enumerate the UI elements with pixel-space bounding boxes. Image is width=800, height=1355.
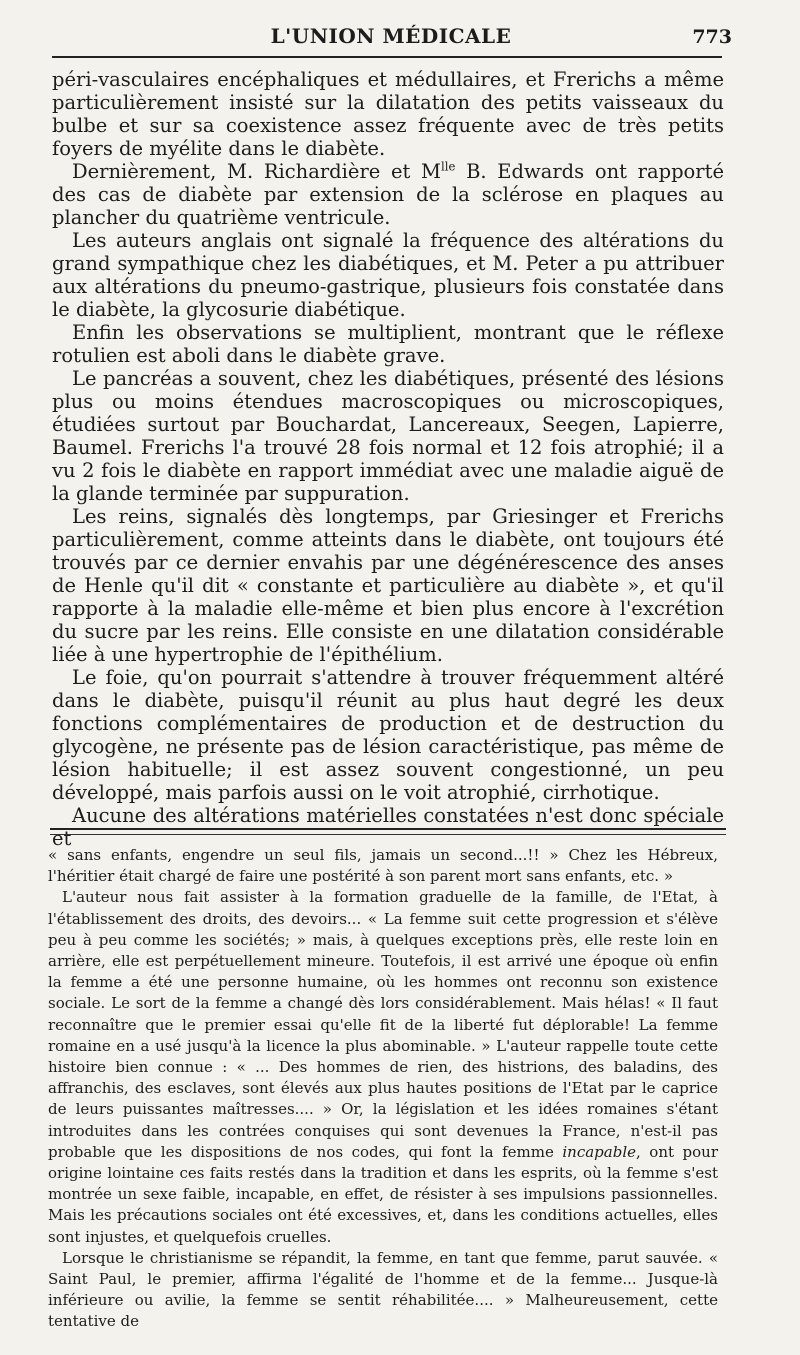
footnote [48, 845, 718, 1333]
main-paragraph: Aucune des altérations matérielles constatées n'est donc spéciale et [52, 804, 724, 850]
main-paragraph: Enfin les observations se multiplient, montrant que le réflexe rotulien est aboli dans le diabète grave. [52, 321, 724, 367]
main-paragraph: péri-vasculaires encéphaliques et médullaires, et Frerichs a même particulièrement insisté sur la dilatation des petits vaisseaux du bulbe et sur sa coexistence assez fréquente avec de très petits foyers de myélite dans le diabète. [52, 68, 724, 160]
footnote-paragraph: « sans enfants, engendre un seul fils, jamais un second...!! » Chez les Hébreux, l'héritier était chargé de faire une postérité à son parent mort sans enfants, etc. » [48, 846, 718, 886]
running-head [52, 22, 730, 52]
footnote-paragraph: Lorsque le christianisme se répandit, la femme, en tant que femme, parut sauvée. « Saint Paul, le premier, affirma l'égalité de l'homme et de la femme... Jusque-là inférieure ou avilie, la femme se sentit réhabilitée.... » Malheureusement, cette tentative de [48, 1248, 718, 1331]
header-rule [52, 56, 722, 58]
main-paragraph: Le foie, qu'on pourrait s'attendre à trouver fréquemment altéré dans le diabète, puisqu'il réunit au plus haut degré les deux fonctions complémentaires de production et de destruction du glycogène, ne présente pas de lésion caractéristique, pas même de lésion habituelle; il est assez souvent congestionné, un peu développé, mais parfois aussi on le voit atrophié, cirrhotique. [52, 666, 724, 804]
main-paragraph: Les auteurs anglais ont signalé la fréquence des altérations du grand sympathique chez les diabétiques, et M. Peter a pu attribuer aux altérations du pneumo-gastrique, plusieurs fois constatée dans le diabète, la glycosurie diabétique. [52, 229, 724, 321]
main-paragraph: Dernièrement, M. Richardière et $M^{lle}$ B. Edwards ont rapporté des cas de diabète par extension de la sclérose en plaques au plancher du quatrième ventricule. [52, 159, 724, 229]
main-paragraph: Les reins, signalés dès longtemps, par Griesinger et Frerichs particulièrement, comme atteints dans le diabète, ont toujours été trouvés par ce dernier envahis par une dégénérescence des anses de Henle qu'il dit « constante et particulière au diabète », et qu'il rapporte à la maladie elle-même et bien plus encore à l'excrétion du sucre par les reins. Elle consiste en une dilatation considérable liée à une hypertrophie de l'épithélium. [52, 505, 724, 666]
main-text [52, 68, 724, 850]
main-paragraph: Le pancréas a souvent, chez les diabétiques, présenté des lésions plus ou moins étendues macroscopiques ou microscopiques, étudiées surtout par Bouchardat, Lancereaux, Seegen, Lapierre, Baumel. Frerichs l'a trouvé 28 fois normal et 12 fois atrophié; il a vu 2 fois le diabète en rapport immédiat avec une maladie aiguë de la glande terminée par suppuration. [52, 367, 724, 505]
footnote-separator-thin [50, 834, 726, 835]
footnote-separator [50, 828, 726, 830]
running-title: L'UNION MÉDICALE [270, 24, 512, 48]
page-number: 773 [692, 26, 732, 48]
footnote-paragraph: L'auteur nous fait assister à la formation graduelle de la famille, de l'Etat, à l'établissement des droits, des devoirs... « La femme suit cette progression et s'élève peu à peu comme les sociétés; » mais, à quelques exceptions près, elle reste loin en arrière, elle est perpétuellement mineure. Toutefois, il est arrivé une époque où enfin la femme a été une personne humaine, où les hommes ont reconnu son existence sociale. Le sort de la femme a changé dès lors considérablement. Mais hélas! « Il faut reconnaître que le premier essai qu'elle fit de la liberté fut déplorable! La femme romaine en a usé jusqu'à la licence la plus abominable. » L'auteur rappelle toute cette histoire bien connue : « ... Des hommes de rien, des histrions, des baladins, des affranchis, des esclaves, sont élevés aux plus hautes positions de l'Etat par le caprice de leurs puissantes maîtresses.... » Or, la législation et les idées romaines s'étant introduites dans les contrées conquises qui sont devenues la France, n'est-il pas probable que les dispositions de nos codes, qui font la femme incapable, ont pour origine lointaine ces faits restés dans la tradition et dans les esprits, où la femme s'est montrée un sexe faible, incapable, en effet, de résister à ses impulsions passionnelles. Mais les précautions sociales ont été excessives, et, dans les conditions actuelles, elles sont injustes, et quelquefois cruelles. [48, 888, 718, 1246]
